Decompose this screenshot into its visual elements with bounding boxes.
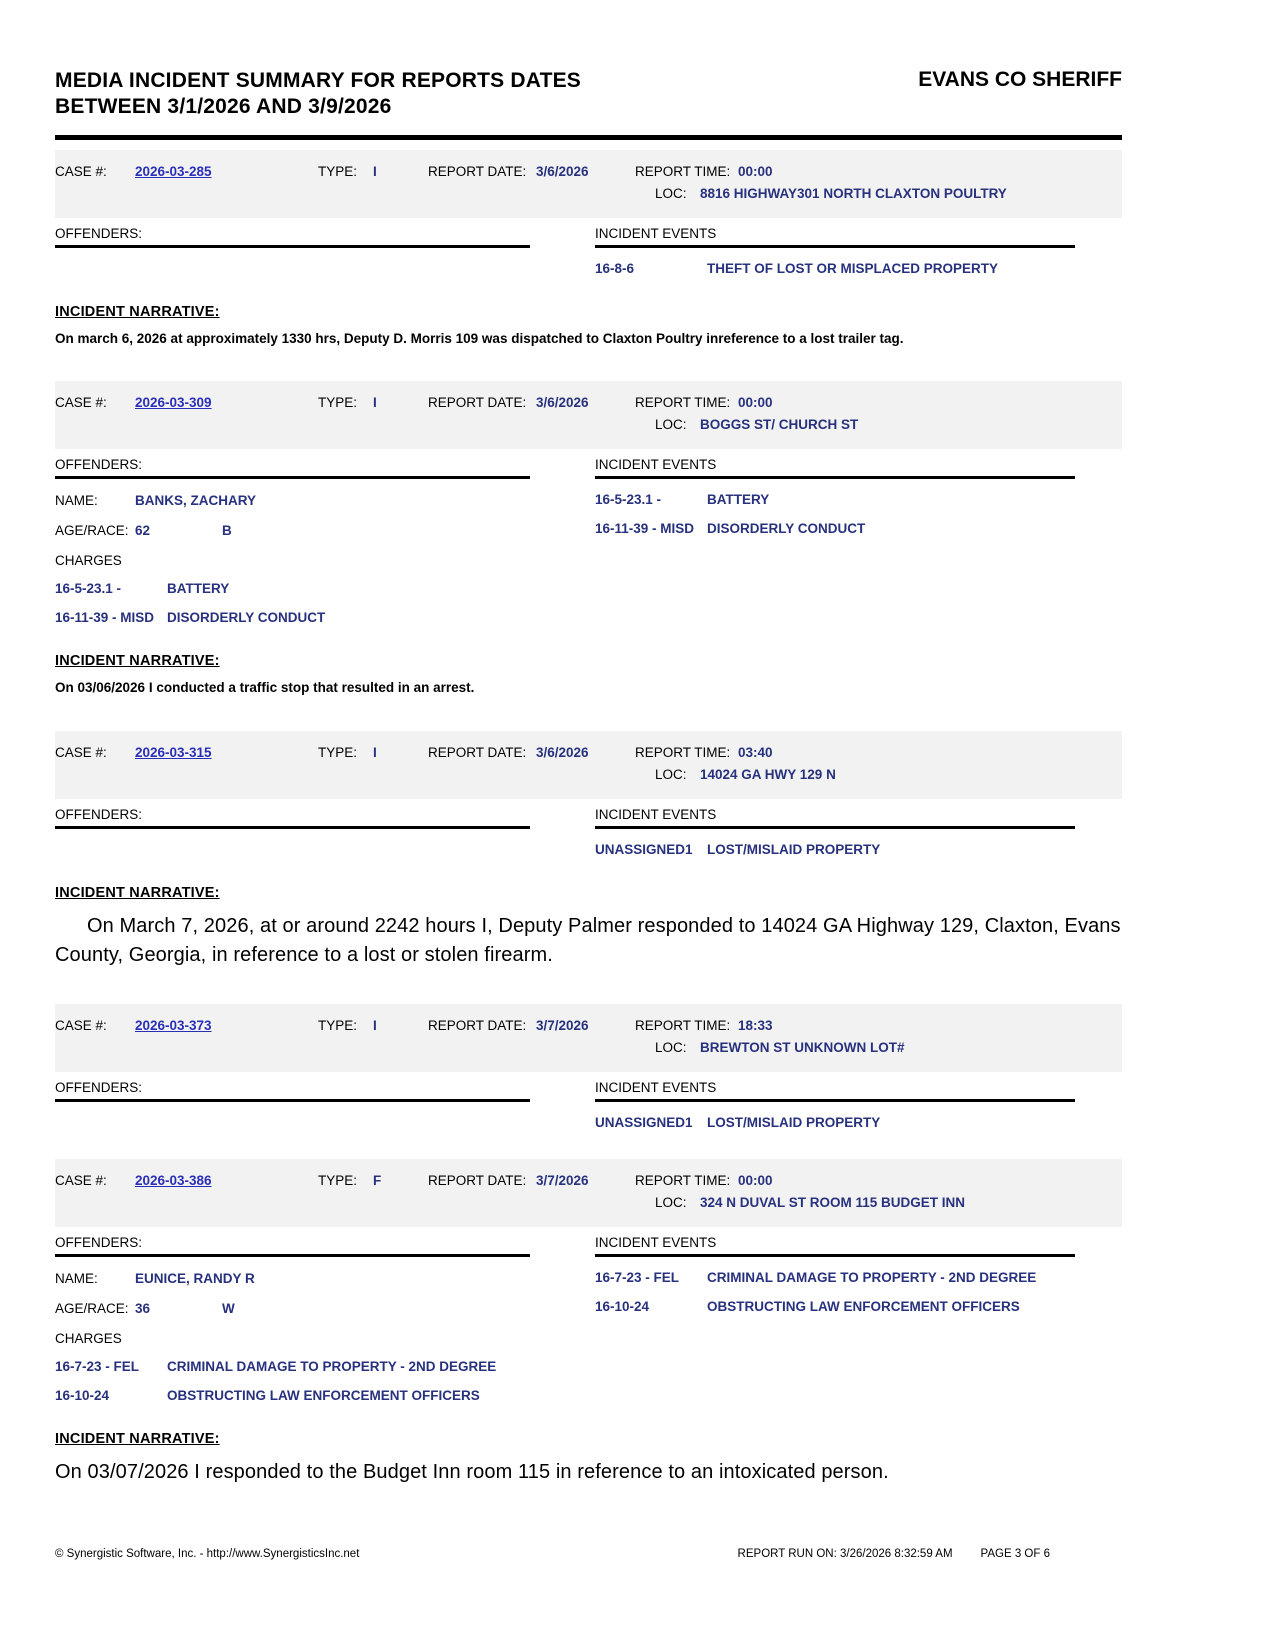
report-time-label: REPORT TIME: [635,163,731,179]
report-date-value: 3/7/2026 [536,1172,589,1188]
case-label: CASE #: [55,1017,107,1033]
event-code: 16-7-23 - FEL [595,1269,680,1285]
report-date-label: REPORT DATE: [428,1172,527,1188]
report-date-label: REPORT DATE: [428,163,527,179]
charge-row [55,1358,595,1375]
charges-heading: CHARGES [55,553,122,569]
loc-value: BOGGS ST/ CHURCH ST [700,417,859,433]
loc-label: LOC: [655,417,687,433]
report-date-label: REPORT DATE: [428,744,527,760]
incident-events-column [595,226,1075,277]
case-label: CASE #: [55,395,107,411]
charge-code: 16-10-24 [55,1387,110,1403]
offenders-column [55,807,595,858]
offender-age-race-row [55,1300,595,1317]
report-date-value: 3/6/2026 [536,744,589,760]
offender-name-row [55,1270,595,1287]
case-block-4 [55,1004,1122,1159]
incident-event-row [595,1298,1075,1315]
offender-name-row [55,492,595,509]
event-code: 16-10-24 [595,1298,650,1314]
report-date-value: 3/6/2026 [536,395,589,411]
report-time-value: 03:40 [738,744,773,760]
report-time-value: 00:00 [738,395,773,411]
charge-description: OBSTRUCTING LAW ENFORCEMENT OFFICERS [167,1387,480,1403]
report-time-label: REPORT TIME: [635,1172,731,1188]
incident-events-heading: INCIDENT EVENTS [595,457,1075,479]
type-value: I [373,744,377,760]
incident-events-column [595,1235,1075,1404]
offender-race: W [222,1300,235,1316]
incident-event-row [595,1114,1075,1131]
report-time-label: REPORT TIME: [635,395,731,411]
narrative-heading: INCIDENT NARRATIVE: [55,653,220,670]
offenders-column [55,457,595,626]
offenders-column [55,1080,595,1131]
charge-description: DISORDERLY CONDUCT [167,610,326,626]
case-label: CASE #: [55,163,107,179]
incident-narrative [55,1430,1122,1487]
agency-name: EVANS CO SHERIFF [918,68,1122,91]
incident-narrative [55,652,1122,697]
footer-report-run-on: REPORT RUN ON: 3/26/2026 8:32:59 AM [737,1548,953,1560]
offender-age-race-row [55,522,595,539]
type-value: I [373,163,377,179]
incident-events-heading: INCIDENT EVENTS [595,1080,1075,1102]
offenders-heading: OFFENDERS: [55,1235,530,1257]
narrative-heading: INCIDENT NARRATIVE: [55,1430,220,1447]
loc-label: LOC: [655,185,687,201]
report-date-label: REPORT DATE: [428,395,527,411]
event-code: 16-11-39 - MISD [595,521,695,537]
case-number-link[interactable]: 2026-03-386 [135,1172,212,1188]
charges-heading: CHARGES [55,1330,122,1346]
report-date-label: REPORT DATE: [428,1017,527,1033]
loc-label: LOC: [655,1039,687,1055]
page-footer [55,1548,1050,1560]
narrative-text: On 03/07/2026 I responded to the Budget Inn room 115 in reference to an intoxicated person. [55,1460,889,1483]
event-description: LOST/MISLAID PROPERTY [707,1114,881,1130]
case-header [55,731,1122,799]
case-header [55,150,1122,218]
type-label: TYPE: [318,1172,358,1188]
type-value: I [373,395,377,411]
event-code: 16-8-6 [595,260,635,276]
offenders-column [55,226,595,277]
event-code: UNASSIGNED1 [595,1114,693,1130]
event-description: OBSTRUCTING LAW ENFORCEMENT OFFICERS [707,1298,1020,1314]
report-time-value: 00:00 [738,1172,773,1188]
narrative-heading: INCIDENT NARRATIVE: [55,303,220,320]
offenders-heading: OFFENDERS: [55,457,530,479]
narrative-text: On March 7, 2026, at or around 2242 hours I, Deputy Palmer responded to 14024 GA Highway 129, Claxton, Evans County, Georgia, in reference to a lost or stolen firearm. [55,914,1121,966]
offender-age: 36 [135,1300,151,1316]
report-time-label: REPORT TIME: [635,744,731,760]
header-rule [55,135,1122,140]
charge-description: BATTERY [167,581,230,597]
charge-description: CRIMINAL DAMAGE TO PROPERTY - 2ND DEGREE [167,1358,497,1374]
type-label: TYPE: [318,395,358,411]
charge-row [55,1387,595,1404]
incident-events-column [595,807,1075,858]
charge-code: 16-5-23.1 - [55,581,122,597]
incident-narrative [55,884,1122,970]
name-label: NAME: [55,1270,98,1286]
event-description: LOST/MISLAID PROPERTY [707,841,881,857]
case-block-5 [55,1159,1122,1487]
offender-race: B [222,523,232,539]
narrative-heading: INCIDENT NARRATIVE: [55,884,220,901]
offenders-heading: OFFENDERS: [55,226,530,248]
incident-events-heading: INCIDENT EVENTS [595,1235,1075,1257]
offenders-heading: OFFENDERS: [55,1080,530,1102]
incident-event-row [595,260,1075,277]
report-title-line1: MEDIA INCIDENT SUMMARY FOR REPORTS DATES [55,69,582,92]
case-label: CASE #: [55,1172,107,1188]
footer-page-number: PAGE 3 OF 6 [980,1548,1050,1560]
report-date-value: 3/6/2026 [536,163,589,179]
name-label: NAME: [55,493,98,509]
type-value: F [373,1172,382,1188]
event-description: CRIMINAL DAMAGE TO PROPERTY - 2ND DEGREE [707,1269,1037,1285]
loc-value: BREWTON ST UNKNOWN LOT# [700,1039,905,1055]
report-time-label: REPORT TIME: [635,1017,731,1033]
incident-events-heading: INCIDENT EVENTS [595,807,1075,829]
offender-age: 62 [135,523,151,539]
charge-row [55,609,595,626]
charge-code: 16-7-23 - FEL [55,1358,140,1374]
case-header [55,381,1122,449]
type-label: TYPE: [318,744,358,760]
incident-events-heading: INCIDENT EVENTS [595,226,1075,248]
incident-events-column [595,457,1075,626]
loc-label: LOC: [655,1194,687,1210]
loc-value: 14024 GA HWY 129 N [700,766,836,782]
charge-code: 16-11-39 - MISD [55,610,155,626]
event-code: 16-5-23.1 - [595,492,662,508]
incident-event-row [595,520,1075,537]
report-title-line2: BETWEEN 3/1/2026 AND 3/9/2026 [55,95,392,119]
event-description: DISORDERLY CONDUCT [707,521,866,537]
event-code: UNASSIGNED1 [595,841,693,857]
age-race-label: AGE/RACE: [55,523,129,539]
loc-value: 324 N DUVAL ST ROOM 115 BUDGET INN [700,1194,966,1210]
charge-row [55,580,595,597]
footer-copyright: © Synergistic Software, Inc. - http://www.SynergisticsInc.net [55,1548,360,1560]
report-time-value: 00:00 [738,163,773,179]
loc-label: LOC: [655,766,687,782]
age-race-label: AGE/RACE: [55,1300,129,1316]
case-block-1 [55,150,1122,382]
report-header [55,68,1122,121]
report-time-value: 18:33 [738,1017,773,1033]
offenders-column [55,1235,595,1404]
case-number-link[interactable]: 2026-03-285 [135,163,212,179]
incident-event-row [595,1269,1075,1286]
report-title [55,68,581,121]
case-block-2 [55,381,1122,731]
offender-name: BANKS, ZACHARY [135,493,256,509]
event-description: THEFT OF LOST OR MISPLACED PROPERTY [707,260,999,276]
case-label: CASE #: [55,744,107,760]
type-label: TYPE: [318,1017,358,1033]
narrative-text: On march 6, 2026 at approximately 1330 hrs, Deputy D. Morris 109 was dispatched to Claxton Poultry inreference to a lost trailer tag. [55,330,904,346]
incident-narrative [55,303,1122,348]
report-date-value: 3/7/2026 [536,1017,589,1033]
narrative-text: On 03/06/2026 I conducted a traffic stop that resulted in an arrest. [55,680,475,696]
case-header [55,1004,1122,1072]
case-number-link[interactable]: 2026-03-315 [135,744,212,760]
offender-name: EUNICE, RANDY R [135,1270,255,1286]
incident-events-column [595,1080,1075,1131]
type-label: TYPE: [318,163,358,179]
event-description: BATTERY [707,492,770,508]
case-number-link[interactable]: 2026-03-309 [135,395,212,411]
case-number-link[interactable]: 2026-03-373 [135,1017,212,1033]
offenders-heading: OFFENDERS: [55,807,530,829]
case-header [55,1159,1122,1227]
incident-event-row [595,841,1075,858]
case-block-3 [55,731,1122,1004]
loc-value: 8816 HIGHWAY301 NORTH CLAXTON POULTRY [700,185,1007,201]
incident-event-row [595,491,1075,508]
type-value: I [373,1017,377,1033]
